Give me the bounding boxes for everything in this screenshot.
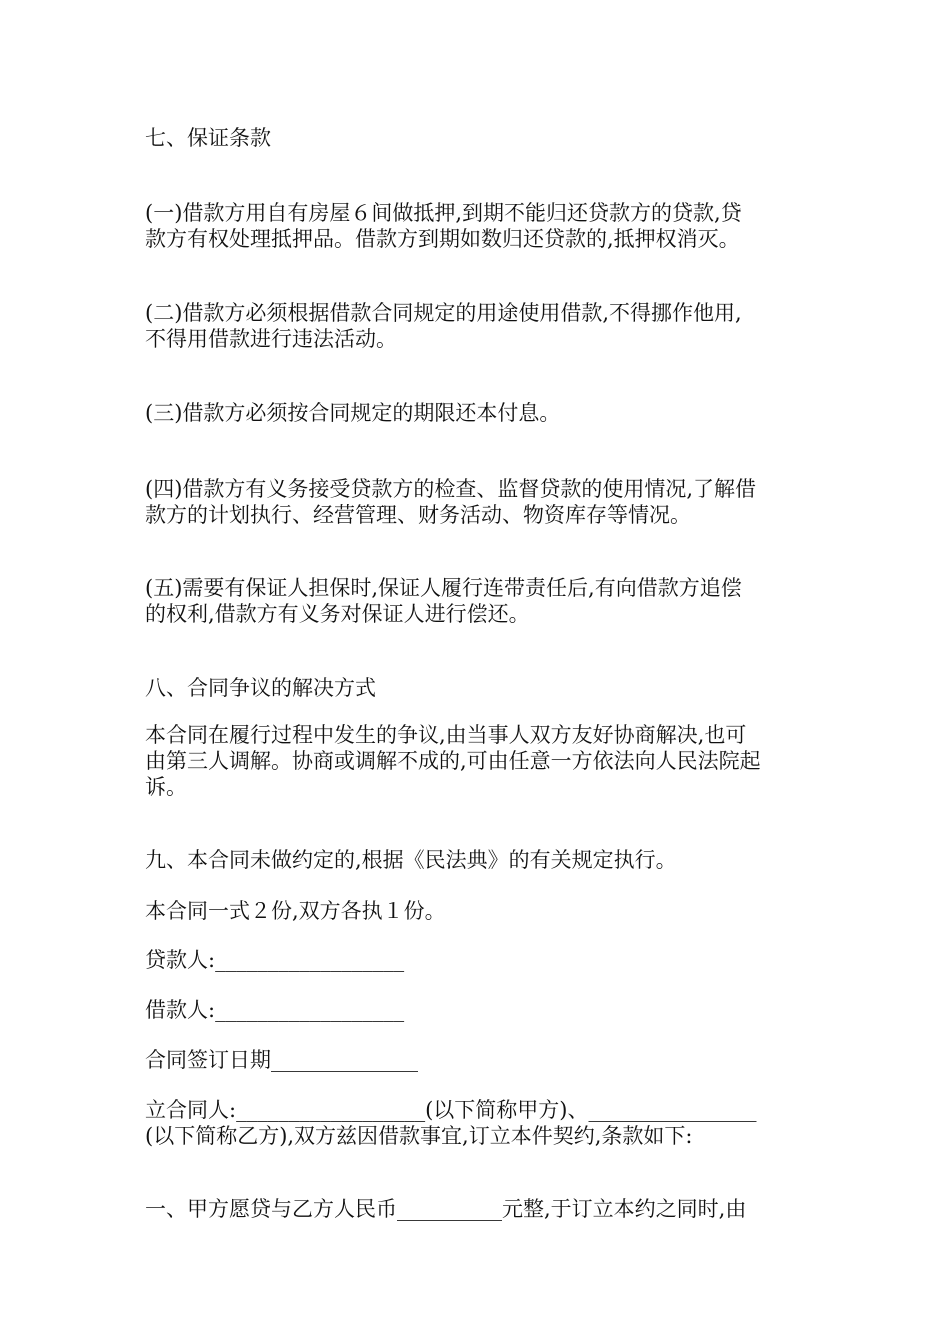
text-line: (以下简称乙方),双方兹因借款事宜,订立本件契约,条款如下: [145, 1124, 693, 1148]
sign-date-line [145, 1047, 810, 1073]
contracting-parties [145, 1097, 810, 1149]
text-line: 款方有权处理抵押品。借款方到期如数归还贷款的,抵押权消灭。 [145, 227, 740, 251]
text-line: (五)需要有保证人担保时,保证人履行连带责任后,有向借款方追偿 [145, 576, 742, 600]
text-line: 七、保证条款 [145, 126, 271, 150]
text-line: (三)借款方必须按合同规定的期限还本付息。 [145, 401, 561, 425]
text-line: 不得用借款进行违法活动。 [145, 327, 397, 351]
text-line: 九、本合同未做约定的,根据《民法典》的有关规定执行。 [145, 848, 677, 872]
text-line: (二)借款方必须根据借款合同规定的用途使用借款,不得挪作他用, [145, 301, 742, 325]
text-line: 本合同在履行过程中发生的争议,由当事人双方友好协商解决,也可 [145, 723, 747, 747]
text-line: 一、甲方愿贷与乙方人民币__________元整,于订立本约之同时,由 [145, 1197, 747, 1221]
text-line: 款方的计划执行、经营管理、财务活动、物资库存等情况。 [145, 503, 691, 527]
text-line: (四)借款方有义务接受贷款方的检查、监督贷款的使用情况,了解借 [145, 477, 757, 501]
clause-guarantor [145, 575, 810, 627]
clause-repayment [145, 400, 810, 426]
article-one [145, 1196, 810, 1222]
text-line: 的权利,借款方有义务对保证人进行偿还。 [145, 602, 530, 626]
clause-inspection [145, 476, 810, 528]
text-line: (一)借款方用自有房屋６间做抵押,到期不能归还贷款方的贷款,贷 [145, 201, 742, 225]
text-line: 立合同人:__________________(以下简称甲方)、________________ [145, 1098, 757, 1122]
text-line: 本合同一式２份,双方各执１份。 [145, 899, 446, 923]
text-line: 合同签订日期______________ [145, 1048, 418, 1072]
clause-loan-usage [145, 300, 810, 352]
clause-dispute-resolution [145, 722, 810, 800]
section-heading-civil-code [145, 847, 810, 873]
section-heading-dispute [145, 675, 810, 701]
text-line: 八、合同争议的解决方式 [145, 676, 376, 700]
clause-mortgage [145, 200, 810, 252]
text-line: 借款人:__________________ [145, 998, 405, 1022]
section-heading-guarantee [145, 125, 810, 151]
borrower-signature-line [145, 997, 810, 1023]
text-line: 贷款人:__________________ [145, 948, 405, 972]
text-line: 诉。 [145, 775, 187, 799]
copies-statement [145, 898, 810, 924]
text-line: 由第三人调解。协商或调解不成的,可由任意一方依法向人民法院起 [145, 749, 761, 773]
lender-signature-line [145, 947, 810, 973]
